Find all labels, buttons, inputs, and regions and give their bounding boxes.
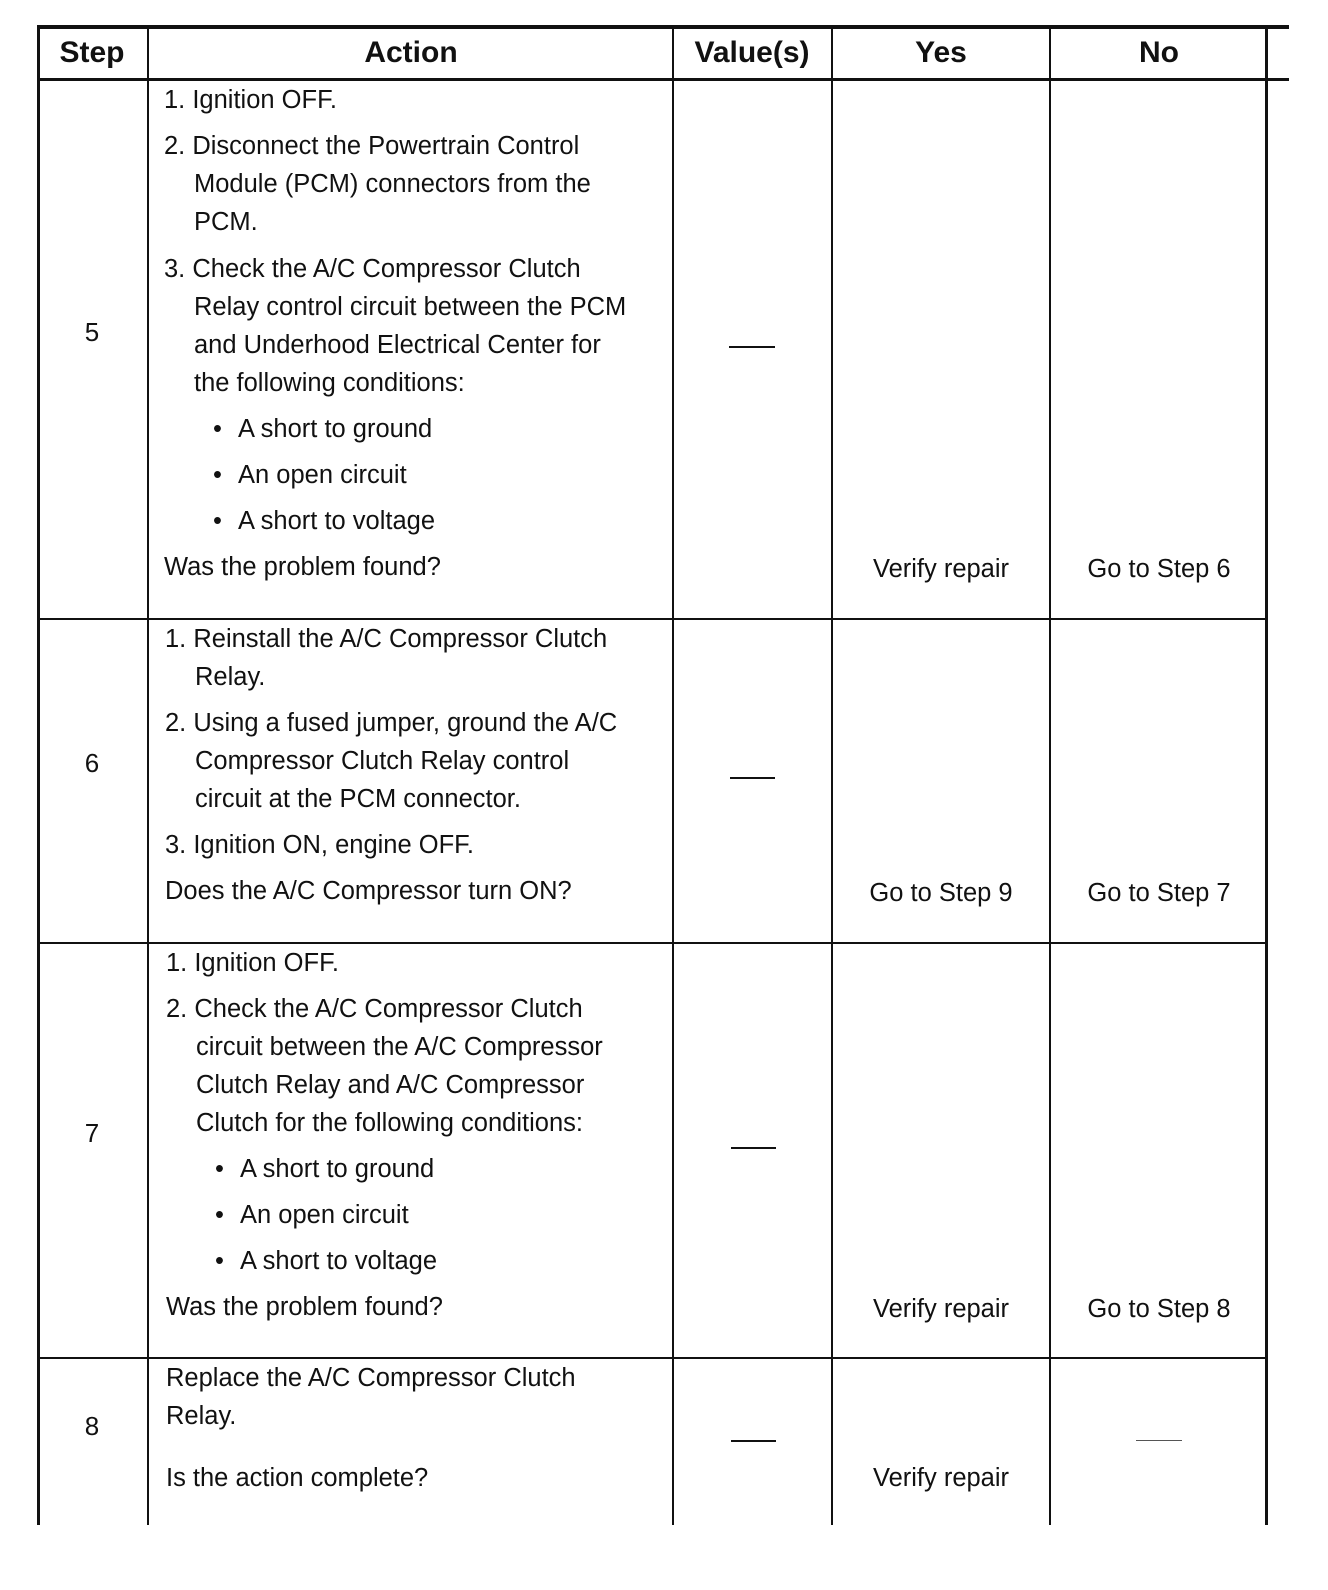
action-line: Replace the A/C Compressor Clutch [166,1364,576,1392]
action-bullet: A short to ground [238,415,433,443]
bullet-icon: • [213,461,222,489]
no-result: Go to Step 6 [1087,555,1231,583]
step-number: 7 [84,1118,100,1148]
action-line: Relay. [195,663,266,691]
step-number: 6 [84,748,100,778]
action-question: Was the problem found? [166,1293,443,1321]
yes-result: Verify repair [872,1295,1010,1323]
action-line: Module (PCM) connectors from the [194,170,591,198]
header-values: Value(s) [694,36,810,69]
yes-result: Verify repair [872,555,1010,583]
action-line: Relay control circuit between the PCM [194,293,627,321]
row-divider [37,942,1268,944]
action-line: Relay. [166,1402,237,1430]
action-line: 2. Disconnect the Powertrain Control [164,132,580,160]
action-line: Clutch Relay and A/C Compressor [196,1071,585,1099]
no-result: Go to Step 7 [1087,879,1231,907]
action-line: 2. Check the A/C Compressor Clutch [166,995,583,1023]
action-bullet: An open circuit [238,461,407,489]
action-line: 1. Ignition OFF. [164,86,337,114]
value-dash [729,346,775,348]
yes-result: Go to Step 9 [869,879,1013,907]
action-bullet: A short to voltage [240,1247,438,1275]
diagnostic-table [37,25,1289,1590]
action-line: 1. Ignition OFF. [166,949,339,977]
value-dash [731,1440,776,1442]
header-yes: Yes [915,36,967,69]
action-line: Compressor Clutch Relay control [195,747,570,775]
bullet-icon: • [213,507,222,535]
action-question: Is the action complete? [166,1464,429,1492]
row-divider [37,1357,1268,1359]
action-line: the following conditions: [194,369,465,397]
step-number: 8 [84,1411,100,1441]
bullet-icon: • [215,1201,224,1229]
action-line: and Underhood Electrical Center for [194,331,601,359]
action-bullet: An open circuit [240,1201,409,1229]
step-number: 5 [84,317,100,347]
column-divider [147,25,149,1525]
table-header [37,25,1289,81]
bullet-icon: • [215,1247,224,1275]
action-line: Clutch for the following conditions: [196,1109,583,1137]
column-divider [672,25,674,1525]
row-divider [37,618,1268,620]
yes-result: Verify repair [872,1464,1010,1492]
action-question: Does the A/C Compressor turn ON? [165,877,572,905]
action-line: circuit at the PCM connector. [195,785,521,813]
action-line: 3. Ignition ON, engine OFF. [165,831,474,859]
value-dash [730,777,775,779]
action-bullet: A short to voltage [238,507,436,535]
no-result: Go to Step 8 [1087,1295,1231,1323]
value-dash [731,1147,776,1149]
header-step: Step [59,36,125,69]
bullet-icon: • [213,415,222,443]
action-question: Was the problem found? [164,553,441,581]
action-line: 2. Using a fused jumper, ground the A/C [165,709,618,737]
header-action: Action [364,36,458,69]
action-line: circuit between the A/C Compressor [196,1033,603,1061]
action-line: PCM. [194,208,258,236]
bullet-icon: • [215,1155,224,1183]
header-no: No [1139,36,1179,69]
action-line: 3. Check the A/C Compressor Clutch [164,255,581,283]
action-line: 1. Reinstall the A/C Compressor Clutch [165,625,608,653]
action-bullet: A short to ground [240,1155,435,1183]
no-dash [1136,1440,1182,1441]
